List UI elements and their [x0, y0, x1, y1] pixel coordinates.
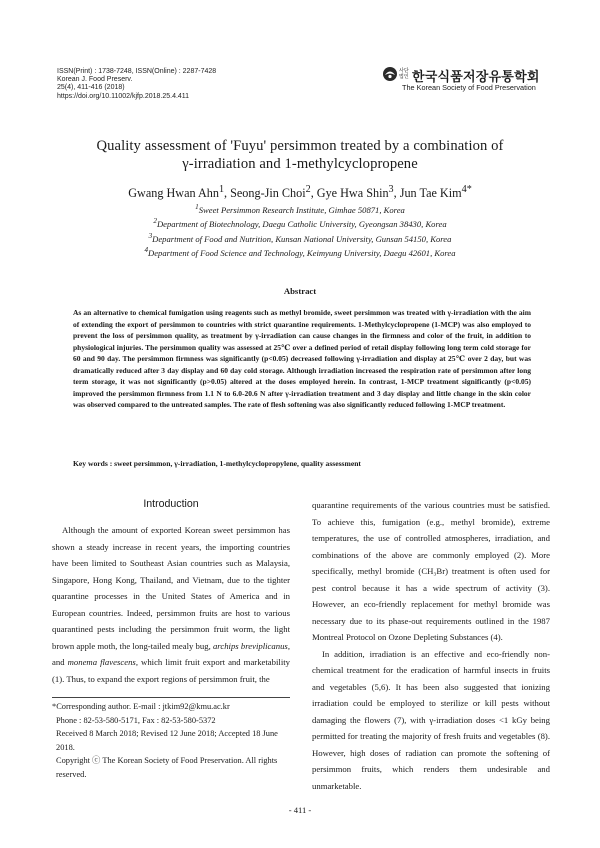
society-emblem-icon: [382, 66, 398, 82]
left-column: [52, 522, 290, 687]
society-logo: [382, 66, 562, 90]
author-name: Jun Tae Kim: [399, 186, 462, 201]
author-name: Gwang Hwan Ahn: [128, 186, 219, 201]
keywords-label: Key words :: [73, 459, 113, 468]
author-list: Gwang Hwan Ahn$^1$, Seong-Jin Choi$^2$, Gye Hwa Shin$^3$, Jun Tae Kim$^{4*}$: [128, 184, 472, 201]
introduction-heading: Introduction: [143, 498, 199, 510]
abstract-heading: Abstract: [283, 286, 317, 296]
keywords-line: [73, 459, 531, 468]
title-line-2: γ-irradiation and 1-methylcyclopropene: [182, 156, 418, 172]
keywords-text: sweet persimmon, γ-irradiation, 1-methylcyclopropylene, quality assessment: [114, 459, 361, 468]
intro-paragraph: Although the amount of exported Korean sweet persimmon has shown a steady increase in recent years, the importing countries have been limited to Southeast Asian countries such as Malaysia, Singapore, Hong Kong, Thailand, and Vietnam, due to the tighter quarantine processes in the United States of America and in European countries. Indeed, persimmon fruits are host to various quarantined pests including the persimmon fruit worm, the light brown apple moth, the long-tailed mealy bug, archips breviplicanus, and monema flavescens, which limit fruit export and marketability (1). Thus, to expand the export regions of persimmon fruit, the: [52, 525, 291, 684]
volume-pages: 25(4), 411-416 (2018): [57, 84, 125, 92]
affiliation-line: $^4$Department of Food Science and Technology, Keimyung University, Daegu 42601, Korea: [144, 246, 456, 259]
affiliation-line: $^3$Department of Food and Nutrition, Kunsan National University, Gunsan 54150, Korea: [148, 231, 452, 244]
footnote-divider: [52, 697, 290, 698]
society-english-name: The Korean Society of Food Preservation: [402, 83, 536, 92]
species-name: monema flavescens: [67, 657, 136, 667]
affil-sup: 4*: [461, 184, 472, 195]
abstract-body: As an alternative to chemical fumigation using reagents such as methyl bromide, sweet persimmon was treated with γ-irradiation with the aim of extending the export of persimmon to countries with strict quarantine requirements. 1-Methylcyclopropene (1-MCP) was also employed to prevent the loss of persimmon quality, as treatment by γ-irradiation can cause changes in the firmness and color of the fruit, in addition to physiological injuries. The persimmon quality was assessed at 25℃ over a defined period of retail display following long term cold storage for 60 and 90 day. The persimmon firmness was significantly (p<0.05) decreased following γ-irradiation and display at 25℃ over 2 day, but was dramatically reduced after 3 day display and 60 day cold storage. Although irradiation increased the respiration rate of persimmon after long term storage, it was not significantly (p>0.05) altered at the doses employed herein. In contrast, 1-MCP treatment significantly (p<0.05) improved the persimmon firmness from 1.1 N to 6.0-20.6 N after γ-irradiation treatment and 3 day display and little change in the skin color was observed compared to the untreated samples. The rate of flesh softening was also significantly reduced following 1-MCP treatment.: [73, 308, 531, 410]
affil-sup: 2: [305, 184, 311, 195]
corresponding-author: *Corresponding author. E-mail : jtkim92@kmu.ac.kr: [52, 702, 230, 711]
affiliation-line: $^2$Department of Biotechnology, Daegu Catholic University, Gyeongsan 38430, Korea: [153, 217, 447, 230]
corresponding-mark: *: [466, 184, 472, 195]
author-name: Seong-Jin Choi: [230, 186, 306, 201]
intro-paragraph: quarantine requirements of the various countries must be satisfied. To achieve this, fumigation (e.g., methyl bromide), extreme temperatures, the use of controlled atmospheres, irradiation, and combinations of the above are commonly employed (2). More specifically, methyl bromide (CH₃Br) treatment is often used for pest control because it has a wide spectrum of activity (3). However, an eco-friendly replacement for methyl bromide was necessary due to its phase-out requirements outlined in the 1987 Montreal Protocol on Ozone Depleting Substances (4).: [312, 500, 550, 642]
author-name: Gye Hwa Shin: [316, 186, 389, 201]
affil-sup: 1: [218, 184, 225, 195]
doi-link[interactable]: https://doi.org/10.11002/kjfp.2018.25.4.411: [57, 92, 190, 100]
contact-phone: Phone : 82-53-580-5171, Fax : 82-53-580-5372: [56, 715, 216, 725]
species-name: archips breviplicanus: [212, 640, 288, 651]
issn-line: ISSN(Print) : 1738-7248, ISSN(Online) : 2287-7428: [57, 68, 217, 75]
right-column: [312, 497, 550, 794]
footnote-block: [52, 700, 290, 782]
affiliation-line: $^1$Sweet Persimmon Research Institute, Gimhae 50871, Korea: [195, 203, 405, 215]
society-korean-name: 한국식품저장유통학회: [412, 70, 540, 85]
copyright-notice: Copyright ⓒ The Korean Society of Food Preservation. All rights reserved.: [56, 756, 278, 779]
paper-title: [40, 137, 560, 173]
intro-paragraph: In addition, irradiation is an effective and eco-friendly non-chemical treatment for the eradication of harmful insects in fruits and vegetables (5,6). It has been also suggested that ionizing irradiation could be employed to sterilize or kill pests without damaging the flowers (7), with γ-irradiation doses <1 kGy being permitted for treating the majority of fresh fruits and vegetables (8). However, high doses of radiation can promote the softening of persimmon fruits, which renders them undesirable and unmarketable.: [312, 648, 550, 791]
title-line-1: Quality assessment of 'Fuyu' persimmon treated by a combination of: [96, 138, 504, 154]
journal-name: Korean J. Food Preserv.: [57, 76, 133, 84]
logo-small-text: 사단법인: [399, 68, 409, 80]
affiliation-list: [40, 202, 560, 260]
affil-sup: 3: [388, 184, 394, 195]
page-number: - 411 -: [288, 805, 312, 815]
received-dates: Received 8 March 2018; Revised 12 June 2018; Accepted 18 June 2018.: [56, 729, 278, 752]
journal-info: [57, 68, 216, 101]
